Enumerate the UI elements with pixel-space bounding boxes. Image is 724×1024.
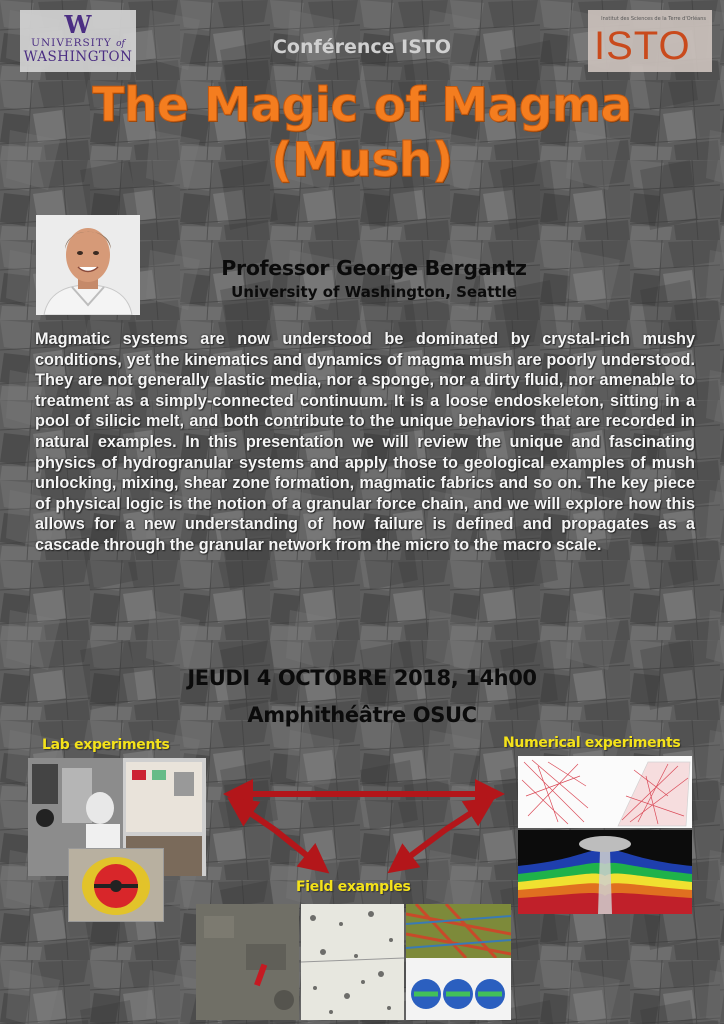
arrow-lab	[237, 804, 275, 830]
connection-arrows	[215, 770, 515, 880]
uw-logo-university: UNIVERSITY	[31, 37, 112, 49]
conference-series: Conférence ISTO	[272, 36, 452, 58]
field-stereonet-plots	[406, 958, 511, 1020]
field-fabric-map-image	[406, 904, 511, 958]
field-crystal-mush-photo	[301, 904, 404, 1020]
field-examples-label: Field examples	[296, 879, 411, 895]
field-outcrop-photo	[196, 904, 299, 1020]
uw-w-mark: W	[64, 10, 92, 39]
lab-experiments-label: Lab experiments	[42, 737, 170, 753]
event-venue: Amphithéâtre OSUC	[247, 703, 477, 727]
talk-title-line2: (Mush)	[271, 133, 453, 188]
speaker-affiliation: University of Washington, Seattle	[231, 283, 517, 301]
talk-title-line1: The Magic of Magma	[92, 78, 632, 133]
numerical-experiments-label: Numerical experiments	[503, 735, 681, 751]
speaker-name: Professor George Bergantz	[221, 256, 527, 280]
uw-logo-line2: WASHINGTON	[23, 49, 133, 65]
numerical-force-chain-image	[518, 756, 692, 828]
arrow-field-right	[397, 830, 445, 866]
isto-logo-subtitle: Institut des Sciences de la Terre d'Orléans	[601, 16, 706, 22]
numerical-simulation-layers-image	[518, 830, 692, 914]
isto-logo-word: ISTO	[594, 24, 691, 68]
event-date: JEUDI 4 OCTOBRE 2018, 14h00	[187, 666, 537, 690]
talk-title	[0, 78, 724, 188]
lab-rig-photo	[68, 848, 164, 922]
arrow-numerical	[445, 804, 485, 830]
uw-logo-of: of	[116, 39, 125, 49]
arrow-field-left	[275, 830, 320, 866]
abstract-text: Magmatic systems are now understood be dominated by crystal-rich mushy conditions, yet the kinematics and dynamics of magma mush are poorly understood. They are not generally elastic media, nor a sponge, nor a dirty fluid, nor amenable to treatment as a simply-connected continuum. It is a loose endoskeleton, sitting in a pool of silicic melt, and both contribute to the unique behaviors that are recorded in natural examples. In this presentation we will review the unique and fascinating physics of hydrogranular systems and apply those to geological examples of mush unlocking, mixing, shear zone formation, magmatic fabrics and so on. The key piece of physical logic is the notion of a granular force chain, and we will explore how this allows for a new understanding of how failure is defined and propagates as a cascade through the granular network from the micro to the macro scale.	[35, 330, 695, 554]
